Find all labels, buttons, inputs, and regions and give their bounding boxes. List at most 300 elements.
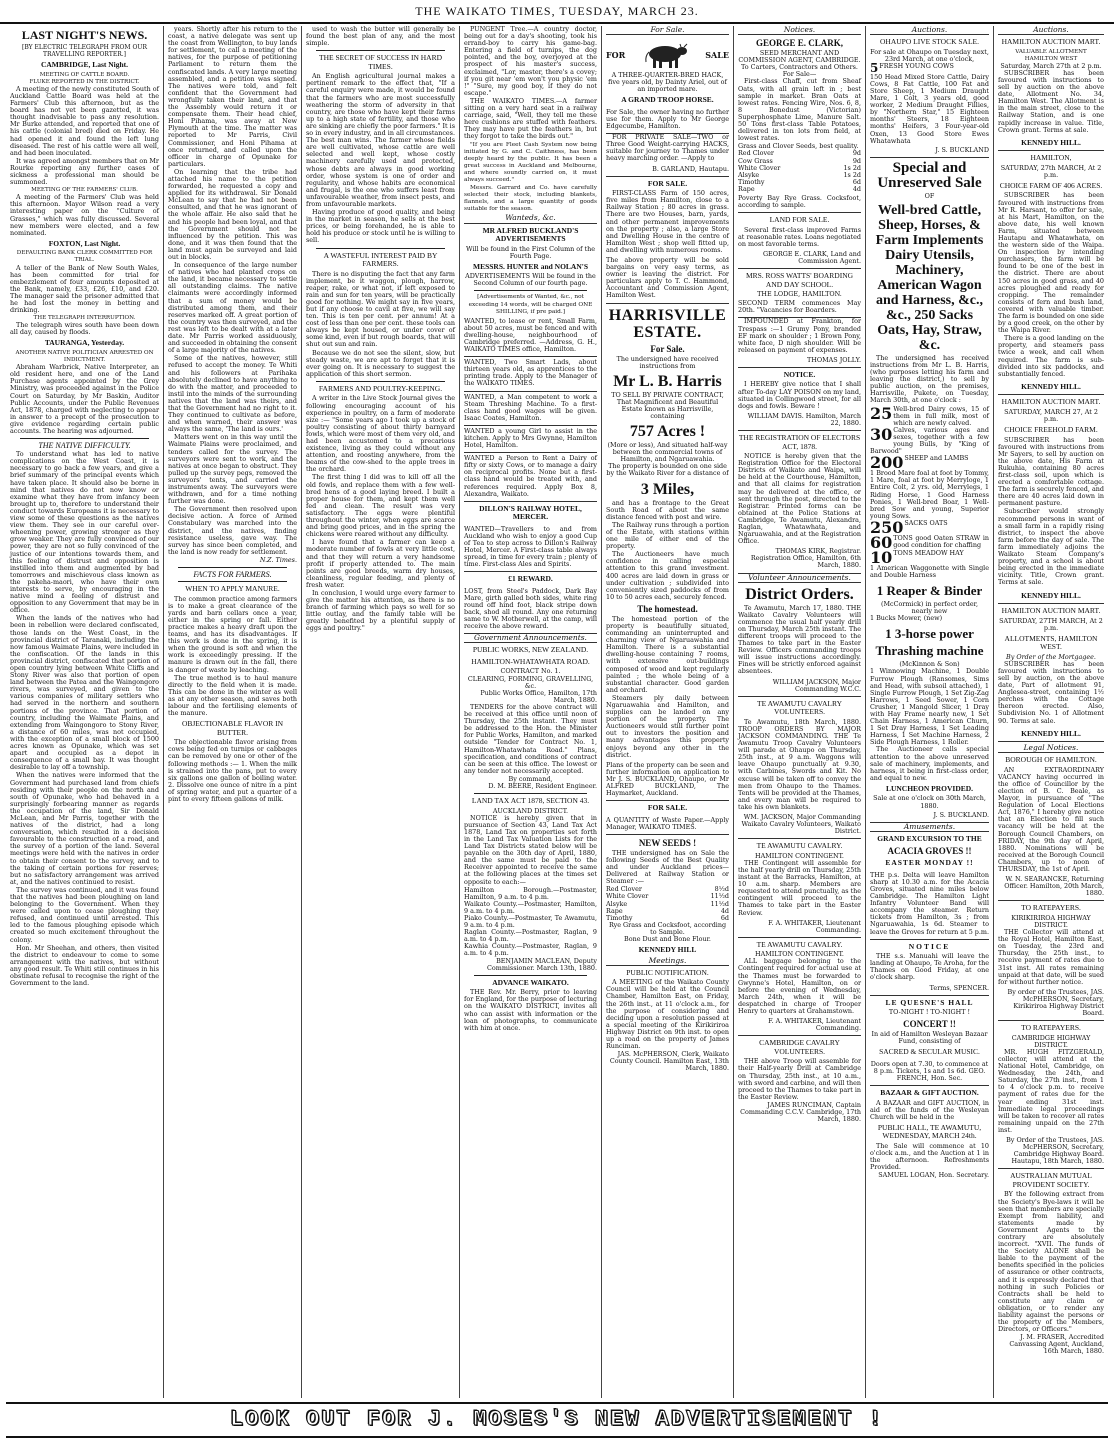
ad-text: That Magnificent and Beautiful Estate known as Harrisville, containing bbox=[616, 397, 719, 420]
seed-price: 6d bbox=[720, 913, 729, 922]
ad-text: (McCormick) in perfect order, nearly new bbox=[880, 600, 979, 616]
signature: WM. JACKSON, Major Commanding Waikato Cavalry Volunteers, Waikato District. bbox=[738, 812, 861, 839]
paragraph: THE s.s. Manuahi will leave the landing at Ohaupo, Te Aroha, for the Thames on Good Friday, at one o'clock sharp. bbox=[870, 952, 989, 982]
paragraph: MR. HUGH FITZGERALD, collector, will attend at the National Hotel, Cambridge, on Wednesday, the 24th, and Saturday, the 27th inst., from 1 to 4 o'clock p.m. to receive payment of rates due for the year ending 31st inst. Immediate legal proceedings will be taken to recover all rates remaining unpaid on the 27th inst. bbox=[998, 1047, 1104, 1134]
seed-price-list bbox=[738, 150, 861, 193]
signature: THOMAS JOLLY. bbox=[738, 355, 861, 368]
big-number: 25 bbox=[870, 403, 893, 423]
paragraph: AN EXTRAORDINARY VACANCY having occurred in the office of Councillor by the election of B. C. Beale, as Mayor, in pursuance of "The Regulation of Local Elections Act, 1876," I hereby give notice that an Election to fill such vacancy will be held at the Borough Council Chambers, on FRIDAY, the 9th day of April, 1880. Nominations will be received at the Borough Council Chambers, up to noon of THURSDAY, the 1st of April. bbox=[998, 765, 1104, 874]
wanted-ad: WANTED a Person to Rent a Dairy of fifty or sixty Cows, or to manage a dairy on reciprocal profits. None but a first-class hand would be treated with, and references required. Apply Box 8, Alexandra, Waikato. bbox=[464, 453, 597, 502]
paragraph: There is a good landing on the property, and steamers pass twice a week, and call when required. The farm is sub-divided into six paddocks, and substantially fenced. bbox=[998, 334, 1104, 378]
tender-notice: TENDERS for the above contract will be received at this office until noon of Thursday, the 25th instant. They must be addressed to the Hon. the Minister for Public Works, Hamilton, and marked outside "Tender for Contract No. 1, Hamilton-Whatawhata Road." Plans, specification, and conditions of contract can be seen at this office. The lowest or any tender not necessarily accepted. bbox=[464, 702, 597, 775]
paragraph: An English agricultural journal makes a pertinent remark to the effect that, "If a careful enquiry were made, it would be found that the farmers who are most successfully weathering the storm of adversity in that country, are those who have kept their farms up to a high state of fertility, and those who are sinking are chiefly the poor farmers." It is so in every industry, and in all circumstances. The best man wins. The farmer whose fields are well cultivated, whose cattle are well selected and well kept, whose costly machinery carefully used and protected, whose debts are always in good working order, whose system is one of order and regularity, and whose habits are economical and frugal, is the one who suffers least from unfavourable weather, from insect pests, and from unfavourable markets. bbox=[306, 72, 455, 208]
subhead: THE SECRET OF SUCCESS IN HARD TIMES. bbox=[318, 53, 442, 71]
paragraph: ALL baggage belonging to the Contingent required for actual use at the Thames must be forwarded to Gwynne's Hotel, Hamilton, on or before the evening of Wednesday, March 24th, when it will be despatched in charge of Trooper Henry to quarters at Grahamstown. bbox=[738, 957, 861, 1016]
seed-price-row bbox=[738, 179, 861, 186]
paragraph: Te Awamutu, March 17, 1880. THE Waikato Cavalry Volunteers will commence the usual half yearly drill on Thursday, March 25th instant. The different troops will proceed to the Thames to take part in the Easter Review. Officers commanding troops will issue instructions accordingly. Fines will be strictly enforced against absentees. bbox=[738, 603, 861, 676]
acres-heading: 757 Acres ! bbox=[629, 423, 706, 441]
section-label-meetings: Meetings. bbox=[606, 957, 729, 966]
column-3 bbox=[302, 26, 460, 1398]
masthead: THE WAIKATO TIMES, TUESDAY, MARCH 23. bbox=[0, 4, 1114, 24]
for-sale-sub: For Sale. bbox=[650, 343, 685, 354]
ad-text: FRESH YOUNG COWS bbox=[879, 61, 954, 70]
seed-price: 4d bbox=[720, 906, 729, 915]
district-orders-heading: District Orders. bbox=[745, 585, 854, 603]
section-label-auctions: Auctions. bbox=[998, 26, 1104, 35]
signature: KENNEDY HILL. bbox=[998, 590, 1104, 605]
dateline-tauranga: TAURANGA, Yesterday. bbox=[44, 338, 125, 348]
subhead: FARMERS AND POULTRY-KEEPING. bbox=[318, 383, 443, 393]
divider bbox=[474, 793, 587, 794]
ad-text: SEED MERCHANT AND COMMISSION AGENT, CAMBRIDGE. bbox=[738, 49, 861, 65]
ad-heading: FOR SALE. bbox=[647, 178, 688, 188]
subhead: MEETING OF CATTLE BOARD. bbox=[39, 71, 130, 78]
paragraph: PUNGENT Tree.—A country doctor, being out for a day's shooting, took his errand-boy to carry his game-bag. Entering a field of turnips, the dog pointed, and the boy, overjoyed at the prospect of his master's success, exclaimed, "Lor, master, there's a covey; if you git near 'em won't you physic 'em !" "Sure, my good boy, if they do not escape." bbox=[464, 26, 597, 97]
homestead-heading: The homestead. bbox=[637, 603, 698, 614]
ad-heading: ALLOTMENTS, HAMILTON WEST. bbox=[1004, 633, 1098, 652]
signature: D. M. BEERE, Resident Engineer. bbox=[488, 781, 597, 790]
ad-heading: HAMILTON AUCTION MART. bbox=[1001, 397, 1101, 407]
seed-name: Rape bbox=[738, 184, 755, 193]
subhead: THE TELEGRAPH INTERRUPTION. bbox=[33, 315, 136, 322]
column-2 bbox=[164, 26, 302, 1398]
ad-heading: HAMILTON AUCTION MART. bbox=[1001, 37, 1101, 47]
harris-name: Mr L. B. Harris bbox=[613, 372, 722, 390]
signature: J. S. BUCKLAND bbox=[870, 145, 989, 158]
ad-text: HAMILTON CONTINGENT. bbox=[755, 950, 844, 959]
section-label-government: Government Announcements. bbox=[464, 634, 597, 643]
gov-heading: PUBLIC WORKS, NEW ZEALAND. bbox=[472, 645, 589, 655]
seed-price-list bbox=[606, 886, 729, 921]
ad-text: Grass and Clover Seeds, best quality. bbox=[738, 142, 859, 151]
signature: BENJAMIN MACLEAN, Deputy Commissioner. March 13th, 1880. bbox=[487, 956, 597, 972]
seed-price: 1s 2d bbox=[843, 163, 861, 172]
paragraph: To understand what has led to native complications on the West Coast, it is necessary to go back a few years, and give a brief summary of the principal events which have taken place. It should also be borne in mind that natives do not now know or examine what they have from infancy been brought up to, therefore to understand their conduct towards Europeans it is necessary to view some of these questions as the natives view them. They see in our careful over-wheening power, growing stronger as they grow weaker. They are fully convinced of our power, they are not so fully convinced of the justice of our intentions towards them, and this feeling of distrust and opposition is instilled into them and augmented by bad tomorrows and mischievous class known as the pakeha-maori, who have their own interests to serve, by encouraging in the native mind a feeling of distrust and opposition to any Government that may be in office. bbox=[10, 450, 159, 615]
divider bbox=[316, 50, 445, 51]
paragraph: years. Shortly after his return to the coast, a native delegate was sent up the coast from Wellington, to buy lands for settlement, to call a meeting of the natives, for the purpose of petitioning Parliament to return them the confiscated lands. A very large meeting assembled, and a petition was signed. The natives were told, and felt confident that the Government had wrongfully taken their land, and that the Assembly would return it or compensate them. Their head chief, Honi Pihama, was away at New Plymouth at the time. The matter was reported to Mr Parris, Civil Commissioner, and Honi Pihama at once returned, and called upon the officer in charge of Opunake for particulars. bbox=[168, 26, 297, 168]
ad-heading: CHOICE FARM OF 406 ACRES. bbox=[999, 180, 1103, 190]
wanted-ad: WANTED, a Man competent to work a Steam Threshing Machine. To a first-class hand good wages will be given. Isaac Coates, Hamilton. bbox=[464, 392, 597, 426]
ad-text: ADVERTISEMENTS Will be found in the Second Column of our fourth page. bbox=[465, 272, 596, 288]
ad-text: 150 Head Mixed Store Cattle, Dairy Cows, 8 Fat Cattle, 100 Fat and Store Sheep, 1 Medium Draught Mare, 1 Colt, 3 years old, good worker, 2 Medium Draught Fillies, by "Northern Star," 15 Eighteen months' Steers, 18 Eighteen months' Heifers, 3 Four-year-old Oxen, 13 Good Store Ewes Whatawhata bbox=[870, 72, 989, 145]
ad-text: Will be found in the First Column of the Fourth Page. bbox=[465, 244, 595, 260]
paragraph: It was agreed amongst members that on Mr Rourke reporting any further cases of sickness a professional man should be summoned. bbox=[10, 156, 159, 187]
signature: KENNEDY HILL bbox=[638, 945, 697, 955]
ad-heading: TE AWAMUTU CAVALRY VOLUNTEERS. bbox=[757, 698, 842, 717]
seed-name: Cow Grass bbox=[738, 156, 773, 165]
seed-price: 11½d bbox=[710, 892, 729, 901]
ad-text: SECOND TERM commences May 20th. "Vacancies for Boarders. bbox=[738, 298, 861, 318]
ad-text: Poverty Bay Rye Grass. Cocksfoot, according to sample. bbox=[738, 193, 861, 213]
ad-line bbox=[870, 547, 989, 567]
private-sale-ad: FOR PRIVATE SALE—TWO or Three Good Weight-carrying HACKS, suitable for journey to Thames under heavy marching order. —Apply to bbox=[606, 133, 729, 163]
signature: JAMES RUNCIMAN, Captain Commanding C.C.V. Cambridge, 17th March, 1880. bbox=[740, 1100, 861, 1124]
signature: By command, bbox=[508, 774, 553, 783]
ad-heading: TO RATEPAYERS. bbox=[1021, 903, 1081, 913]
native-difficulty-heading: THE NATIVE DIFFICULTY. bbox=[38, 441, 131, 451]
ad-text: Well-bred Dairy cows, 15 of them in full milk, most of which are newly calved. bbox=[893, 404, 989, 427]
divider bbox=[316, 381, 445, 382]
paragraph: used to wash the butter will generally be found the best plan of any, and the most simple. bbox=[306, 26, 455, 48]
ad-line bbox=[870, 517, 989, 537]
ad-text: Rye Grass and Cocksfoot, according to Sample. bbox=[608, 920, 727, 936]
seed-name: Timothy bbox=[606, 913, 633, 922]
gov-sub: CONTRACT No. 1. bbox=[500, 667, 561, 676]
seed-price: 8½d bbox=[714, 885, 729, 894]
ad-line bbox=[870, 453, 989, 473]
ad-text: Saturday, March 27th at 2 p.m. bbox=[1000, 61, 1102, 70]
ad-heading: GRAND EXCURSION TO THE bbox=[877, 833, 982, 843]
big-number: 60 bbox=[870, 532, 893, 552]
signature: J. S. BUCKLAND. bbox=[870, 810, 989, 823]
seed-name: Timothy bbox=[738, 177, 765, 186]
ad-line bbox=[870, 532, 989, 552]
ad-text: By Order of the Mortgagee. bbox=[1006, 652, 1096, 661]
paragraph: The Sale will commence at 10 o'clock a.m., and the Auction at 1 in the afternoon. Refreshments Provided. bbox=[870, 1141, 989, 1172]
section-label-for-sale: For Sale. bbox=[606, 26, 729, 35]
paragraph: The Auctioneer calls special attention to the above unreserved sale of machinery, implements, and harness, it being in first-class order, and equal to new. bbox=[870, 745, 989, 782]
section-label-amusements: Amusements. bbox=[870, 823, 989, 832]
paragraph: SUBSCRIBER has been favoured with instructions from Mr Sayers, to sell by auction on the above date, His Farm at Rukuhia, containing 80 acres first-class soil, upon which is erected a comfortable cottage. The farm is securely fenced, and there are 40 acres laid down in permanent pasture. bbox=[998, 435, 1104, 508]
ad-text: Doors open at 7.30, to commence at 8 p.m. Tickets, 1s and 1s 6d. GEO. FRENCH, Hon. Sec. bbox=[870, 1059, 989, 1086]
column-8 bbox=[994, 26, 1108, 1398]
ad-line bbox=[870, 403, 989, 427]
paragraph: THE Collector will attend at the Royal Hotel, Hamilton East, on Tuesday, the 23rd and Thursday, the 25th inst., to receive payment of rates due to 31st inst. All rates remaining unpaid at that date, will be sued for without further notice. bbox=[998, 928, 1104, 986]
paragraph: Subscriber would strongly recommend persons in want of a small farm in a rapidly rising district, to inspect the above farm before the day of sale. The farm immediately adjoins the Waikato Steam Company's property, and a school is about being erected in the immediate vicinity. Title, Crown grant. Terms at sale. bbox=[998, 507, 1104, 587]
ad-text: (McKinnon & Son) bbox=[899, 660, 960, 669]
paragraph: "If you are Fleet Cash System now being initiated by G. and C. Caithness, has been deeply heard by the public. It has been a great success in Auckland and Melbourne, and where soundly carried on, it must always succeed." bbox=[464, 141, 597, 183]
ad-heading: HAMILTON AUCTION MART. bbox=[1001, 606, 1101, 615]
dateline-cambridge: CAMBRIDGE, Last Night. bbox=[40, 60, 129, 70]
subhead: MEETING OF THE FARMERS' CLUB. bbox=[31, 187, 138, 194]
signature: WILLIAM DAVIS. Hamilton, March 22, 1880. bbox=[738, 411, 861, 431]
paragraph: The telegraph wires south have been down all day, caused by floods. bbox=[10, 321, 159, 337]
gov-sub: CLEARING, FORMING, GRAVELLING, &c. bbox=[467, 674, 594, 690]
ad-heading: GEORGE E. CLARK, bbox=[755, 38, 843, 49]
paragraph: THE Rev. Mr. Berry, prior to leaving for England, for the purpose of lecturing on the WAIKATO DISTRICT, invites all who can assist with information or the loan of photographs, to communicate with him at once. bbox=[464, 988, 597, 1032]
ad-heading: MRS. ROSS WATTS' BOARDING AND DAY SCHOOL. bbox=[745, 271, 854, 289]
ad-heading: AUSTRALIAN MUTUAL PROVIDENT SOCIETY. bbox=[1010, 1171, 1092, 1189]
section-label-volunteer: Volunteer Announcements. bbox=[738, 574, 861, 583]
subhead: DEFAULTING BANK CLERK COMMITTED FOR TRIAL. bbox=[16, 250, 153, 264]
paragraph: The common practice among farmers is to make a great clearance of the yards and barn cellars once a year, either in the spring or fall. Either practice makes a heavy draft upon the teams, and has its disadvantages. If this work is done in the spring, it is when the ground is soft and when the work is exceedingly pressing. If the manure is drawn out in the fall, there is danger of waste by leaching. bbox=[168, 594, 297, 674]
seed-price: 11½d bbox=[710, 899, 729, 908]
paragraph: The Railway runs through a portion of the Estate, with stations within one mile of either end of the property. bbox=[606, 520, 729, 551]
paragraph: The survey was continued, and it was found that the natives had been ploughing on land belonging to the Government. When they were called upon to cease ploughing they refused, and continued until arrested. This led to the famous ploughing episode which created so much excitement throughout the colony. bbox=[10, 885, 159, 944]
subhead: FLUKE REPORTED IN THE DISTRICT. bbox=[29, 78, 140, 85]
section-label-notices: Notices. bbox=[738, 26, 861, 35]
of-label: OF bbox=[924, 191, 935, 200]
gov-heading: LAND TAX ACT 1878, SECTION 43. bbox=[471, 796, 590, 806]
bull-icon bbox=[641, 40, 689, 70]
hotel-heading: DILLON'S RAILWAY HOTEL, MERCER. bbox=[479, 503, 582, 522]
signature: KENNEDY HILL. bbox=[998, 381, 1104, 396]
seed-name: Alsyke bbox=[606, 899, 628, 908]
ad-text: For Sale, the owner having no further use for them. Apply to Mr George Edgecumbe, Hamilton. bbox=[606, 107, 729, 134]
signature: F. A. WHITAKER, Lieutenant Commanding. bbox=[738, 918, 861, 938]
ad-heading: LE QUESNE'S HALL bbox=[885, 997, 974, 1007]
paragraph: SUBSCRIBER has been favoured with instructions from Mr R. Harsant, to offer for sale, at his Mart, Hamilton, on the above date, his well known Farm, situated between Hautapu and Whatawhata, on the western side of the Waipa. On inspection by intending purchasers, the farm will be found to be one of the best in the district. There are about 150 acres in good grass, and 40 acres ploughed and ready for cropping. The remainder consists of fern and bush land, covered with valuable timber. The farm is bounded on one side by a good creek, on the other by the Waipa River. bbox=[998, 191, 1105, 335]
paragraph: Te Awamutu, 18th March, 1880. TROOP ORDERS BY MAJOR JACKSON COMMANDING. THE Te Awamutu Troop Cavalry Volunteers will parade at Ohaupo on Thursday, 25th inst., at 9 a.m. Waggons will leave Ohaupo punctually at 9.30, with Carbines, Swords and Kit. No excuse will be taken off to convey the men from Ohaupo to the Thames. Tents will be provided at the Thames, and every man will be required to take his own blankets. bbox=[738, 717, 861, 811]
seed-name: White Clover bbox=[606, 892, 649, 901]
paragraph: and has a frontage to the Great South Road of about the same distance fenced with post and wire. bbox=[606, 498, 729, 521]
ad-text: HAMILTON CONTINGENT. bbox=[755, 851, 844, 860]
big-number: 30 bbox=[870, 424, 893, 444]
ad-heading: LUNCHEON PROVIDED. bbox=[885, 783, 974, 793]
paragraph: When the lands of the natives who had been in rebellion were declared confiscated, those lands on the West Coast, in the provincial district of Taranaki, including the now famous Waimate Plains, were included in the confiscation. Of the lands in this provincial district, confiscated that portion of open country lying between White Cliffs and Stony River was also that portion of open land between the Patea and the Waingongoro rivers, was surveyed, and given to the various companies of military settlers who had served in the northern and southern portions of the province. That portion of country, including the Waimate Plains, and extending from Waingongoro to Stony River, a distance of 60 miles, was not occupied, with the exception of a small block of 1500 acres known as Opunake, which was set apart and occupied as a depot in consequence of a small bay. It was thought desirable to lay off a township. bbox=[10, 614, 159, 772]
gov-sub: AUCKLAND DISTRICT. bbox=[492, 806, 569, 815]
paragraph: The undersigned has received instructions from Mr L. B. Harris, (who purposes letting his farm and leaving the district,) to sell by public auction, on the premises, Harrisville, Pukete, on Tuesday, March 30th, at one o'clock : bbox=[870, 353, 989, 405]
ad-heading: OHAUPO LIVE STOCK SALE. bbox=[879, 37, 980, 47]
hotel-ad: WANTED—Travellers to and from Auckland who wish to enjoy a good Cup of Tea to step across to Dillon's Railway Hotel, Mercer. A First-class table always spread, in time for every train ; plenty of time. First-class Ales and Spirits. bbox=[464, 524, 597, 573]
for-label: FOR bbox=[606, 49, 626, 60]
signature: By Order of the Trustees, JAS. McPHERSON, Secretary, Cambridge Highway Board. Hautapu, 18th March, 1880. bbox=[998, 1135, 1104, 1169]
seed-price: 6d bbox=[852, 177, 861, 186]
paragraph: SUBSCRIBER has been favoured with instructions to sell by auction, on the above date, Part of allotment 91, Anglesea-street, containing 1½ perches with the Cottage thereon erected. Also, Subdivision No. 1 of Allotment 90. Terms at sale. bbox=[998, 659, 1104, 725]
big-number: 5 bbox=[870, 60, 879, 75]
paragraph: Messrs. Garrard and Co. have carefully selected their stock, including blankets, flannels, and a large quantity of goods suitable for the season. bbox=[464, 185, 597, 213]
paragraph: In conclusion, I would urge every farmer to give the matter his attention, as there is no branch of farming which pays so well for so little outlay, and the family table will be greatly benefited by a plentiful supply of eggs and poultry." bbox=[306, 588, 455, 633]
seed-name: Red Clover bbox=[606, 885, 642, 894]
ad-heading: PUBLIC NOTIFICATION. bbox=[626, 967, 709, 977]
paragraph: THE undersigned has on Sale the following Seeds of the Best Quality and under Auckland prices—Delivered at Railway Station or Steamer :— bbox=[606, 848, 729, 886]
paragraph: The Government then resolved upon decisive action. A force of Armed Constabulary was marched into the district, and the natives, finding resistance useless, gave way. The survey has since been completed, and the land is now ready for settlement. bbox=[168, 505, 297, 556]
paragraph: IMPOUNDED at Frankton, for Trespass :—1 Grumy Pony, branded EF mark on shoulder ; 1 Brown Pony, white face, D nigh shoulder. Will be released on payment of expenses. bbox=[738, 317, 861, 354]
ad-heading: CAMBRIDGE CAVALRY VOLUNTEERS. bbox=[759, 1038, 840, 1056]
seed-price: 9d bbox=[852, 156, 861, 165]
ad-heading: A GRAND TROOP HORSE. bbox=[621, 95, 714, 105]
divider bbox=[316, 248, 445, 249]
harrisville-heading: HARRISVILLE ESTATE. bbox=[608, 306, 727, 341]
list-item: Kawhia County.—Postmaster, Raglan, 9 a.m. to 4 p.m. bbox=[464, 942, 597, 958]
miles-heading: 3 Miles, bbox=[640, 480, 695, 498]
dateline-foxton: FOXTON, Last Night. bbox=[48, 238, 121, 248]
ad-heading: LAND FOR SALE. bbox=[769, 215, 830, 225]
ad-line bbox=[870, 60, 989, 75]
list-item: Hamilton Borough.—Postmaster, Hamilton, 9 a.m. to 4 p.m. bbox=[464, 885, 597, 901]
ad-text: SATURDAY, MARCH 27, At 2 p.m. bbox=[1004, 407, 1098, 423]
signature: THOMAS KIRK, Registrar. Registration Office, Hamilton, 6th March, 1880. bbox=[738, 546, 861, 573]
ad-heading: CHOICE FREEHOLD FARM. bbox=[1004, 425, 1098, 435]
paragraph: A meeting of the Farmers' Club was held this afternoon. Mayor Wilson read a very interesting paper on the "Culture of Grasses," which was fully discussed. Several new members were elected, and a few nominated. bbox=[10, 193, 159, 237]
paragraph: Hon. Mr Sheehan, and others, then visited the district to endeavour to come to some arrangement with the natives, but without any good result. Te Whiti still continues in his obstinate refusal to recognise the right of the Government to the land. bbox=[10, 943, 159, 988]
subhead: WHEN TO APPLY MANURE. bbox=[185, 584, 280, 594]
seed-price-row bbox=[606, 901, 729, 908]
ad-text: 1 Bucks Mower, (new) bbox=[870, 614, 943, 623]
divider bbox=[178, 567, 287, 568]
ad-heading: TO RATEPAYERS. bbox=[1021, 1023, 1081, 1033]
signature: Terms, SPENCER. bbox=[870, 983, 989, 996]
ad-text: SATURDAY, 27th MARCH, At 2 p.m. bbox=[1000, 163, 1102, 179]
paragraph: THE above Troop will assemble for their Half-yearly Drill at Cambridge on Thursday, 25th inst., at 10 a.m., with sword and carbine, and will then proceed to the Thames to take part in the Easter Review. bbox=[738, 1057, 861, 1101]
ad-text: THE LODGE, HAMILTON. bbox=[757, 290, 842, 299]
paragraph: There is no disputing the fact that any farm implement, be it waggon, plough, harrow, reaper, rake, or what not, if left exposed to rain and sun for ten years, will be practically good for nothing. We might say in five years, but if any choose to cavil at five, we will say ten. This is ten per cent. per annum! At a cost of less than one per cent. these tools can always be kept housed, or under cover of some kind, even if but rough boards, that will shut out sun and rain. bbox=[306, 269, 455, 349]
subhead: ANOTHER NATIVE POLITICIAN ARRESTED ON INDICTMENT. bbox=[15, 349, 154, 364]
newspaper-columns bbox=[6, 26, 1108, 1398]
facts-for-farmers-heading: FACTS FOR FARMERS. bbox=[193, 570, 272, 580]
seed-price-row bbox=[738, 186, 861, 193]
ad-text: SHEEP and LAMBS bbox=[904, 454, 969, 463]
ad-heading: TE AWAMUTU CAVALRY. bbox=[756, 939, 843, 949]
signature: WILLIAM JACKSON, Major Commanding W.C.C. bbox=[738, 677, 861, 697]
section-label-wanteds: Wanteds, &c. bbox=[464, 214, 597, 223]
ad-text: A THREE-QUARTER-BRED HACK, five years old, by Dainty Ariel, out of an imported mare. bbox=[608, 71, 727, 94]
big-number: 10 bbox=[870, 547, 893, 567]
signature: GEORGE E. CLARK, Land and Commission Agent. bbox=[738, 249, 861, 269]
paragraph: A meeting of the newly constituted South of Auckland Cattle Board was held at the Farmers' Club this afternoon, but as the board has not yet been gazetted, it was thought inadvisable to pass any resolution. Mr Burke attended, and reported that one of his cattle (colonial bred) died on Friday. He had opened it and found the left lung diseased. The rest of his cattle were all well, and had been inoculated. bbox=[10, 84, 159, 157]
for-sale-banner bbox=[606, 38, 729, 72]
ad-heading: NOTICE. bbox=[783, 369, 816, 379]
paragraph: A teller of the Bank of New South Wales, has been committed for trial for embezzlement of four amounts deposited at the Bank, namely, £33, £26, £10, and £20. The manager said the prisoner admitted that he had lost the money in betting and drinking. bbox=[10, 263, 159, 315]
wanted-ad: WANTED, Two Smart Lads, about thirteen years old, as apprentices to the printing trade. Apply to the Manager of the WAIKATO TIMES. bbox=[464, 357, 597, 391]
paragraph: First-class Chaff, cut from Sheaf Oats, with all grain left in ; best sample in market. Bran Oats at lowest rates. Fencing Wire, Nos. 6, 8, 8 Bonedust (Victorian) Superphosphate Lime, Manure Salt. 50 Tons first-class Table Potatoes, delivered in ton lots from field, at lowest rates. bbox=[738, 77, 861, 143]
ad-heading: BAZAAR & GIFT AUCTION. bbox=[880, 1088, 979, 1098]
seed-name: Red Clover bbox=[738, 149, 774, 158]
paragraph: Plans of the property can be seen and further information on application to Mr J. S. BUCKLAND, Ohaupo, or Mr ALFRED BUCKLAND, The Haymarket, Auckland. bbox=[606, 760, 729, 801]
signature: B. GARLAND, Hautapu. bbox=[606, 164, 729, 177]
ad-heading: MESSRS. HUNTER and NOLAN'S bbox=[472, 261, 589, 271]
new-seeds-heading: NEW SEEDS ! bbox=[638, 837, 697, 848]
paragraph: The Auctioneers have much confidence in calling especial attention to this grand investment. 400 acres are laid down in grass or under cultivation ; subdivided into conveniently sized paddocks of from 10 to 50 acres each, securely fenced. bbox=[606, 550, 729, 601]
special-sale-heading: Special and Unreserved Sale bbox=[877, 159, 982, 191]
rates-note: [Advertisements of Wanted, &c., not exceeding 14 words, will be charged ONE SHILLING, if pre paid.] bbox=[468, 294, 593, 315]
paragraph: NOTICE is hereby given that in pursuance of Section 43, Land Tax Act 1878, Land Tax on properties set forth in the Land Tax Valuation Lists for the Land Tax Districts stated below will be payable on the 30th day of April, 1880, and the same must be paid to the Receiver appointed to receive the same at the following places at the times set opposite to each:— bbox=[464, 813, 597, 886]
ad-heading: NOTICE bbox=[908, 941, 951, 951]
ad-text: In aid of Hamilton Wesleyan Bazaar Fund, consisting of bbox=[871, 1030, 988, 1046]
ad-text: TONS good Oaten STRAW in good condition for chaffing bbox=[893, 533, 989, 549]
paragraph: Because we do not see the silent, slow, but steady waste, we are apt to forget that it is ever going on. It is necessary to suggest the application of this short sermon. bbox=[306, 348, 455, 378]
seed-name: Rape bbox=[606, 906, 623, 915]
paragraph: SUBSCRIBER has been favoured with instructions to sell by auction on the above date, Allotment No. 34, Hamilton West. The Allotment is in the main street, close to the Railway Station, and is one rapidly increase in value. Title, Crown grant. Terms at sale. bbox=[998, 68, 1104, 134]
ad-heading: EASTER MONDAY !! bbox=[885, 858, 974, 868]
ad-text: TONS MEADOW HAY bbox=[893, 548, 964, 557]
ad-text: CAMBRIDGE HIGHWAY DISTRICT. bbox=[1011, 1033, 1091, 1049]
column-1 bbox=[6, 26, 164, 1398]
paragraph: Several first-class improved Farms at reasonable rates. Loans negotiated on most favorable terms. bbox=[738, 225, 861, 248]
ad-text: The property is bounded on one side by the Waikato River for a distance of bbox=[606, 462, 729, 478]
big-number: 250 bbox=[870, 517, 904, 537]
ad-heading: PUBLIC HALL, TE AWAMUTU, WEDNESDAY, MARCH 24th. bbox=[877, 1122, 982, 1141]
column-4 bbox=[460, 26, 602, 1398]
paragraph: Matters went on in this way until the Waimate Plains were proclaimed, and tenders called for the survey. The surveyors were sent to work, and the natives at once began to obstruct. They pulled up the survey pegs, removed the surveyors' tents, and carried the instruments away. The surveyors were withdrawn, and for a time nothing further was done. bbox=[168, 433, 297, 506]
paragraph: I HEREBY give notice that I shall after To-day LAY POISON on my land, situated in Collingwood street, for all dogs and fowls. Beware ! bbox=[738, 380, 861, 410]
ad-text: SACKS OATS bbox=[904, 518, 948, 527]
moses-advertisement-banner: LOOK OUT FOR J. MOSES'S NEW ADVERTISEMENT ! bbox=[6, 1402, 1108, 1438]
ad-text: VALUABLE ALLOTMENT HAMILTON WEST bbox=[1015, 48, 1087, 62]
ad-heading: ACACIA GROVES !! bbox=[887, 846, 972, 857]
gov-date: Public Works Office, Hamilton, 17th March, 1880. bbox=[480, 688, 597, 704]
signature: KENNEDY HILL. bbox=[998, 137, 1104, 152]
paragraph: A BAZAAR and GIFT AUCTION, in aid of the funds of the Wesleyan Church will be held in the bbox=[870, 1098, 989, 1121]
signature: F. A. WHITAKER, Lieutenant Commanding. bbox=[738, 1016, 861, 1036]
paragraph: The above property will be sold bargains on very easy terms, as owner is leaving the district. For particulars apply to T. C. Hammond, Accountant and Commission Agent, Hamilton West. bbox=[606, 255, 729, 304]
reaper-heading: 1 Reaper & Binder bbox=[876, 583, 983, 599]
ad-text: 1 American Waggonette with Single and Double Harness bbox=[870, 563, 989, 579]
column-7 bbox=[866, 26, 994, 1398]
section-label-auctions: Auctions. bbox=[870, 26, 989, 35]
divider bbox=[474, 290, 587, 291]
paragraph: I have found that a farmer can keep a moderate number of fowls at very little cost, and that they will return a very handsome profit if properly attended to. The main points are good breeds, warm dry houses, cleanliness, regular feeding, and plenty of fresh water. bbox=[306, 538, 455, 589]
sale-label: SALE bbox=[705, 49, 729, 60]
ad-heading: TE AWAMUTU CAVALRY. bbox=[756, 841, 843, 851]
paragraph: THE p.s. Delta will leave Hamilton sharp at 10.30 a.m. for the Acacia Groves, situated nine miles below Cambridge. The Hamilton Light Infantry Volunteer Band will accompany the steamer. Return tickets from Hamilton, 3s ; from Ngaruawahia, 1s 6d. Steamer to leave the Groves for return at 5 p.m. bbox=[870, 870, 989, 940]
ad-heading: MR ALFRED BUCKLAND'S ADVERTISEMENTS bbox=[482, 225, 579, 244]
column-5 bbox=[602, 26, 734, 1398]
paragraph: The true method is to haul manure directly to the field when it is made. This can be done in the winter as well as at any other season, and saves both labour and the fertilising elements of the manure. bbox=[168, 673, 297, 718]
wanted-ad: WANTED a young Girl to assist in the kitchen. Apply to Mrs Gwynne, Hamilton Hotel, Hamilton. bbox=[464, 426, 597, 453]
ad-text: To Carters, Contractors and Others. For Sale— bbox=[741, 63, 858, 79]
divider bbox=[178, 581, 287, 582]
paragraph: On learning that the tribe had attached his name to the petition forwarded, he requested a copy and applied for its withdrawal. Sir Donald McLean to say that he had not been consulted, and that he was ignorant of the whole affair. He also said that he and his people had been loyal, and that the Government should not be influenced by the petition. This was done, and it was then found that the land must again be surveyed and laid out in blocks. bbox=[168, 167, 297, 261]
list-item: Waikato County.—Postmaster, Hamilton, 9 a.m. to 4 p.m. bbox=[464, 899, 597, 915]
signature: SAMUEL LOGAN, Hon. Secretary. bbox=[878, 1171, 989, 1180]
reward-ad: LOST, from Steel's Paddock, Dark Bay Mare, girth galled both sides, white ring round off hind foot, black stripe down back, shod all round. Any one returning same to W. Motherwell, at the camp, will receive the above reward. bbox=[464, 586, 597, 635]
ad-text: For sale at Ohaupo on Tuesday next, 23rd March, at one o'clock, bbox=[870, 47, 989, 63]
paragraph: A MEETING of the Waikato County Council will be held at the Council Chamber, Hamilton East, on Friday, the 26th inst., at 11 o'clock a.m., for the purpose of considering and deciding upon a resolution passed at a special meeting of the Kirikiriroa Highway District on 9th inst. to open up a road on the property of James Runciman. bbox=[606, 978, 729, 1051]
paragraph: When the natives were informed that the Government had purchased land from chiefs residing with their people on the north and south of Opunake, who had behaved in a surprisingly forbearing manner as regards the occupation of the land, Sir Donald McLean, and Mr Parris, together with the natives of the district, had a long conversation, which resulted in a decision favourable to the construction of a road, and the survey of a portion of the land. Several meetings were held with the natives in order to obtain their consent to the survey, and to the taking of certain portions for reserves; but no satisfactory arrangement was arrived at, and the natives continued to resist. bbox=[10, 771, 159, 886]
paragraph: Some of the natives, however, still refused to accept the money. Te Whiti and his followers at Parihaka absolutely declined to have anything to do with the matter, and proceeded to instil into the minds of the surrounding natives that the land was theirs, and that the Government had no right to it. They continued to cultivate as before, and when warned, their answer was always the same, 'The land is ours.' bbox=[168, 354, 297, 434]
last-nights-news-heading: LAST NIGHT'S NEWS. bbox=[21, 28, 148, 42]
ad-heading: FOR SALE. bbox=[647, 803, 688, 813]
ad-text: Sale at one o'clock on 30th March, 1880. bbox=[873, 794, 986, 810]
ad-text: 1 Brood Mare foal at foot by Tommy, 1 Mare, foal at foot by Merryloge, 1 Entire Colt, 2 yrs. old, Merrylegs, 1 Riding Horse, 1 Good Harness Ponies, 1 Well-bred Boar, 1 Well-bred Sow and young, Superior young Sows. bbox=[870, 469, 989, 520]
wanted-ad: WANTED, to lease or rent, Small Farm, about 50 acres, must be fenced and with dwelling-house, neighbourhood of Cambridge preferred. —Address, G. H., WAIKATO TIMES office, Hamilton. bbox=[464, 316, 597, 357]
paragraph: A writer in the Live Stock Journal gives the following encouraging account of his experience in poultry, on a farm of moderate size :— "Some years ago I took up a stock of poultry consisting of about thirty barnyard fowls, which were most of them very old, and had been accustomed to a precarious existence, living as they could without any attention, and roosting anywhere, from the beams of the cow-shed to the apple trees in the orchard. bbox=[306, 394, 455, 474]
seed-name: Alsyke bbox=[738, 170, 760, 179]
paragraph: NOTICE is hereby given that the Registration Office for the Electoral Districts of Waikato and Waipa, will be held at the Courthouse, Hamilton, and that all claims for registration may be delivered at the office, or sent through the post, directed to the Registrar. Printed forms can be obtained at the Police Stations at Cambridge, Te Awamutu, Alexandra, Raglan, Whatawhata, and Ngaruawahia, and at the Registration Office. bbox=[738, 452, 861, 546]
seed-name: White Clover bbox=[738, 163, 781, 172]
section-label-legal: Legal Notices. bbox=[998, 744, 1104, 753]
paragraph: Having produce of good quality, and being in the market in season, he sells at the best prices, or being forehanded, he is able to hold his produce or stock until he is willing to sell. bbox=[306, 208, 455, 245]
signature: KENNEDY HILL. bbox=[998, 728, 1104, 743]
paragraph: FIRST-CLASS Farm of 150 acres, five miles from Hamilton, close to a Railway Station ; 80 acres in grass. There are two Houses, barn, yards, and other permanent improvements on the property ; also, a large Store and Dwelling House in the centre of Hamilton West ; shop well fitted up, and dwelling with numerous rooms. bbox=[606, 189, 729, 254]
paragraph: The objectionable flavor arising from cows being fed on turnips or cabbages can be removed by one or other of the following methods :— 1. When the milk is strained into the pans, put to every six gallons one gallon of boiling water. 2. Dissolve one ounce of nitre in a pint of spring water, and put a quarter of a pint to every fifteen gallons of milk. bbox=[168, 738, 297, 803]
ad-heading: BOROUGH OF HAMILTON. bbox=[1005, 755, 1097, 765]
signature: W. N. SEARANCKE, Returning Officer. Hamilton, 20th March, 1880. bbox=[998, 874, 1104, 901]
column-6 bbox=[734, 26, 866, 1398]
paragraph: In consequence of the large number of natives who had planted crops on the land, it became necessary to settle all outstanding claims. The native claimants were accordingly informed that a sum of money would be distributed among them, and their reserves marked off. A great portion of the country was then surveyed, and the rest was left to be dealt with at a later date. Mr Parris worked assiduously, and succeeded in obtaining the consent of a large majority of the natives. bbox=[168, 261, 297, 355]
ad-heading: HAMILTON, bbox=[1030, 153, 1072, 163]
ad-heading: CONCERT !! bbox=[903, 1019, 956, 1030]
ad-text: TO SELL BY PRIVATE CONTRACT, bbox=[611, 390, 724, 399]
signature: J. M. FRASER, Accredited Canvassing Agent, Auckland, 16th March, 1880. bbox=[1009, 1333, 1104, 1356]
paragraph: Steamers ply daily between Ngaruawahia and Hamilton, and supplies can be landed on any portion of the property. The Auctioneers would still further point out to investors the position and many advantages this property enjoys beyond any other in the district. bbox=[606, 693, 729, 759]
ad-heading: SACRED & SECULAR MUSIC. bbox=[879, 1047, 980, 1057]
divider bbox=[20, 438, 149, 439]
list-item: Piako County.—Postmaster, Te Awamutu, 9 a.m. to 4 p.m. bbox=[464, 913, 597, 930]
paragraph: THE WAIKATO TIMES.—A farmer sitting on a very hard seat in a railway carriage, said, "Well, they tell me these here cushions are stuffed with feathers. They may have put the feathers in, but they forgot to take the birds out." bbox=[464, 96, 597, 141]
ad-text: (More or less), And situated half-way between the commercial towns of Hamilton, and Ngaruawahia. bbox=[607, 441, 728, 464]
subhead: A WASTEFUL INTEREST PAID BY FARMERS. bbox=[323, 250, 438, 269]
byline: [BY ELECTRIC TELEGRAPH FROM OUR TRAVELLING REPORTER.] bbox=[22, 44, 147, 59]
gov-heading: HAMILTON-WHATAWHATA ROAD. bbox=[471, 656, 590, 666]
seed-price: 1s 2d bbox=[843, 170, 861, 179]
signature: JAS. McPHERSON, Clerk, Waikato County Council. Hamilton East, 13th March, 1880. bbox=[609, 1050, 729, 1073]
advance-waikato-heading: ADVANCE WAIKATO. bbox=[492, 977, 569, 987]
list-item: Raglan County.—Postmaster, Raglan, 9 a.m. to 4 p.m. bbox=[464, 928, 597, 944]
paragraph: The homestead portion of the property is beautifully situated, commanding an uninterrupted and charming view of Ngaruawahia and Hamilton. There is a substantial dwelling-house containing 7 rooms, with extensive out-buildings composed of wood and kept regularly painted ; the whole being of a substantial character. Good garden and orchard. bbox=[606, 614, 729, 694]
ad-line bbox=[870, 424, 989, 456]
big-number: 200 bbox=[870, 453, 904, 473]
paragraph: THE Contingent will assemble for the half yearly drill on Thursday, 25th instant at the Barracks, Hamilton, at 10 a.m. sharp. Members are requested to attend punctually, as the contingent will proceed to the Thames to take part in the Easter Review. bbox=[738, 858, 861, 917]
ad-text: SATURDAY, 27TH MARCH, At 2 p.m. bbox=[999, 616, 1103, 632]
thrashing-heading: 1 3-horse power Thrashing machine bbox=[875, 626, 984, 659]
sale-items-heading: Well-bred Cattle, Sheep, Horses, & Farm Implements Dairy Utensils, Machinery, American Wagon and Harness, &c., &c., 250 Sacks Oats, Hay, Straw, &c. bbox=[875, 202, 984, 353]
seed-price: 9d bbox=[852, 149, 861, 158]
divider bbox=[474, 975, 587, 976]
seed-price: 4d bbox=[852, 184, 861, 193]
ad-text: Calves, various ages and sexes, together with a few young Bulls, by "King of Barwood" bbox=[870, 425, 989, 456]
